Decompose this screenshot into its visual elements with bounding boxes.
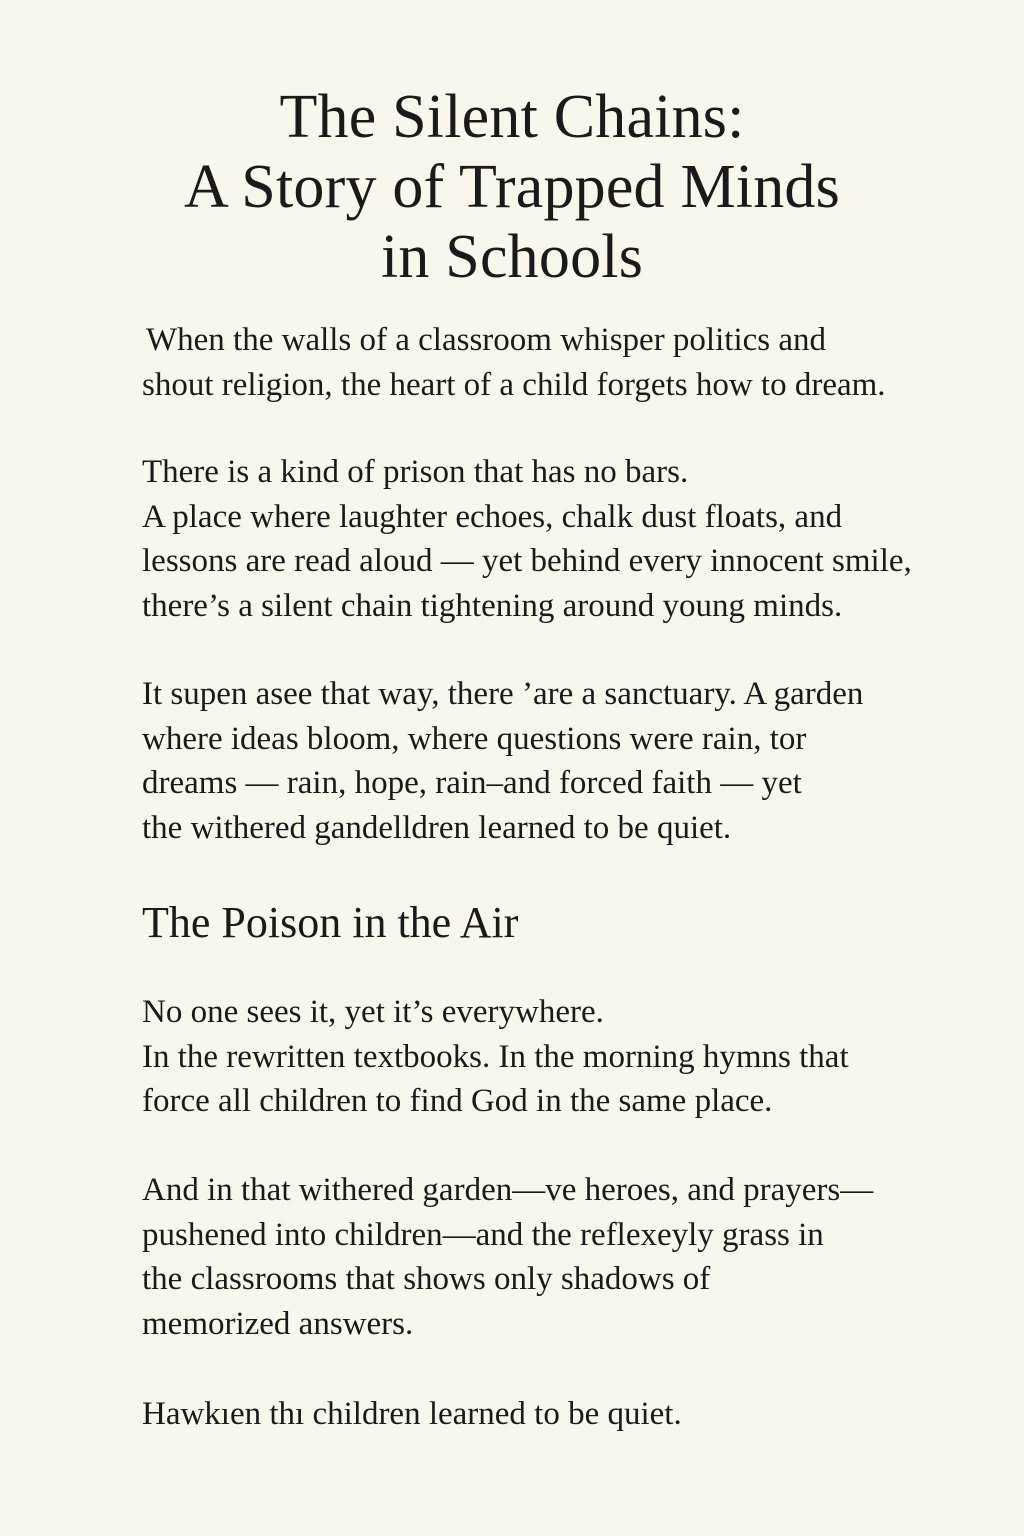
paragraph-withered-garden <box>142 1168 992 1346</box>
text-line: No one sees it, yet it’s everywhere. <box>142 994 604 1030</box>
text-line: where ideas bloom, where questions were rain, tor <box>142 720 807 757</box>
text-line: Hawkıen thı children learned to be quiet. <box>142 1396 682 1432</box>
text-line: memorized answers. <box>142 1305 414 1342</box>
text-line: the classrooms that shows only shadows of <box>142 1261 711 1297</box>
section-heading: The Poison in the Air <box>142 898 519 947</box>
paragraph-everywhere <box>142 990 992 1124</box>
text-line: force all children to find God in the same place. <box>142 1083 773 1119</box>
page-title <box>0 82 1024 292</box>
text-line: It supen asee that way, there ’are a sanctuary. A garden <box>142 676 864 712</box>
text-line: there’s a silent chain tightening around young minds. <box>142 587 843 624</box>
text-line: shout religion, the heart of a child forgets how to dream. <box>142 366 886 403</box>
text-line: And in that withered garden—ve heroes, and prayers— <box>142 1172 874 1208</box>
paragraph-intro <box>142 318 992 407</box>
text-line: lessons are read aloud — yet behind every innocent smile, <box>142 543 912 579</box>
paragraph-prison <box>142 450 992 628</box>
title-line: in Schools <box>380 223 644 291</box>
title-line: The Silent Chains: <box>279 83 745 151</box>
title-line: A Story of Trapped Minds <box>184 153 840 221</box>
text-line: pushened into children—and the reflexeyly grass in <box>142 1216 824 1253</box>
text-line: A place where laughter echoes, chalk dust floats, and <box>142 498 843 535</box>
paragraph-closing <box>142 1392 992 1437</box>
paragraph-sanctuary <box>142 672 992 850</box>
text-line: dreams — rain, hope, rain–and forced faith — yet <box>142 765 802 801</box>
text-line: In the rewritten textbooks. In the morning hymns that <box>142 1038 849 1075</box>
text-line: When the walls of a classroom whisper politics and <box>146 322 826 358</box>
text-line: the withered gandelldren learned to be quiet. <box>142 809 732 846</box>
text-line: There is a kind of prison that has no bars. <box>142 454 689 490</box>
